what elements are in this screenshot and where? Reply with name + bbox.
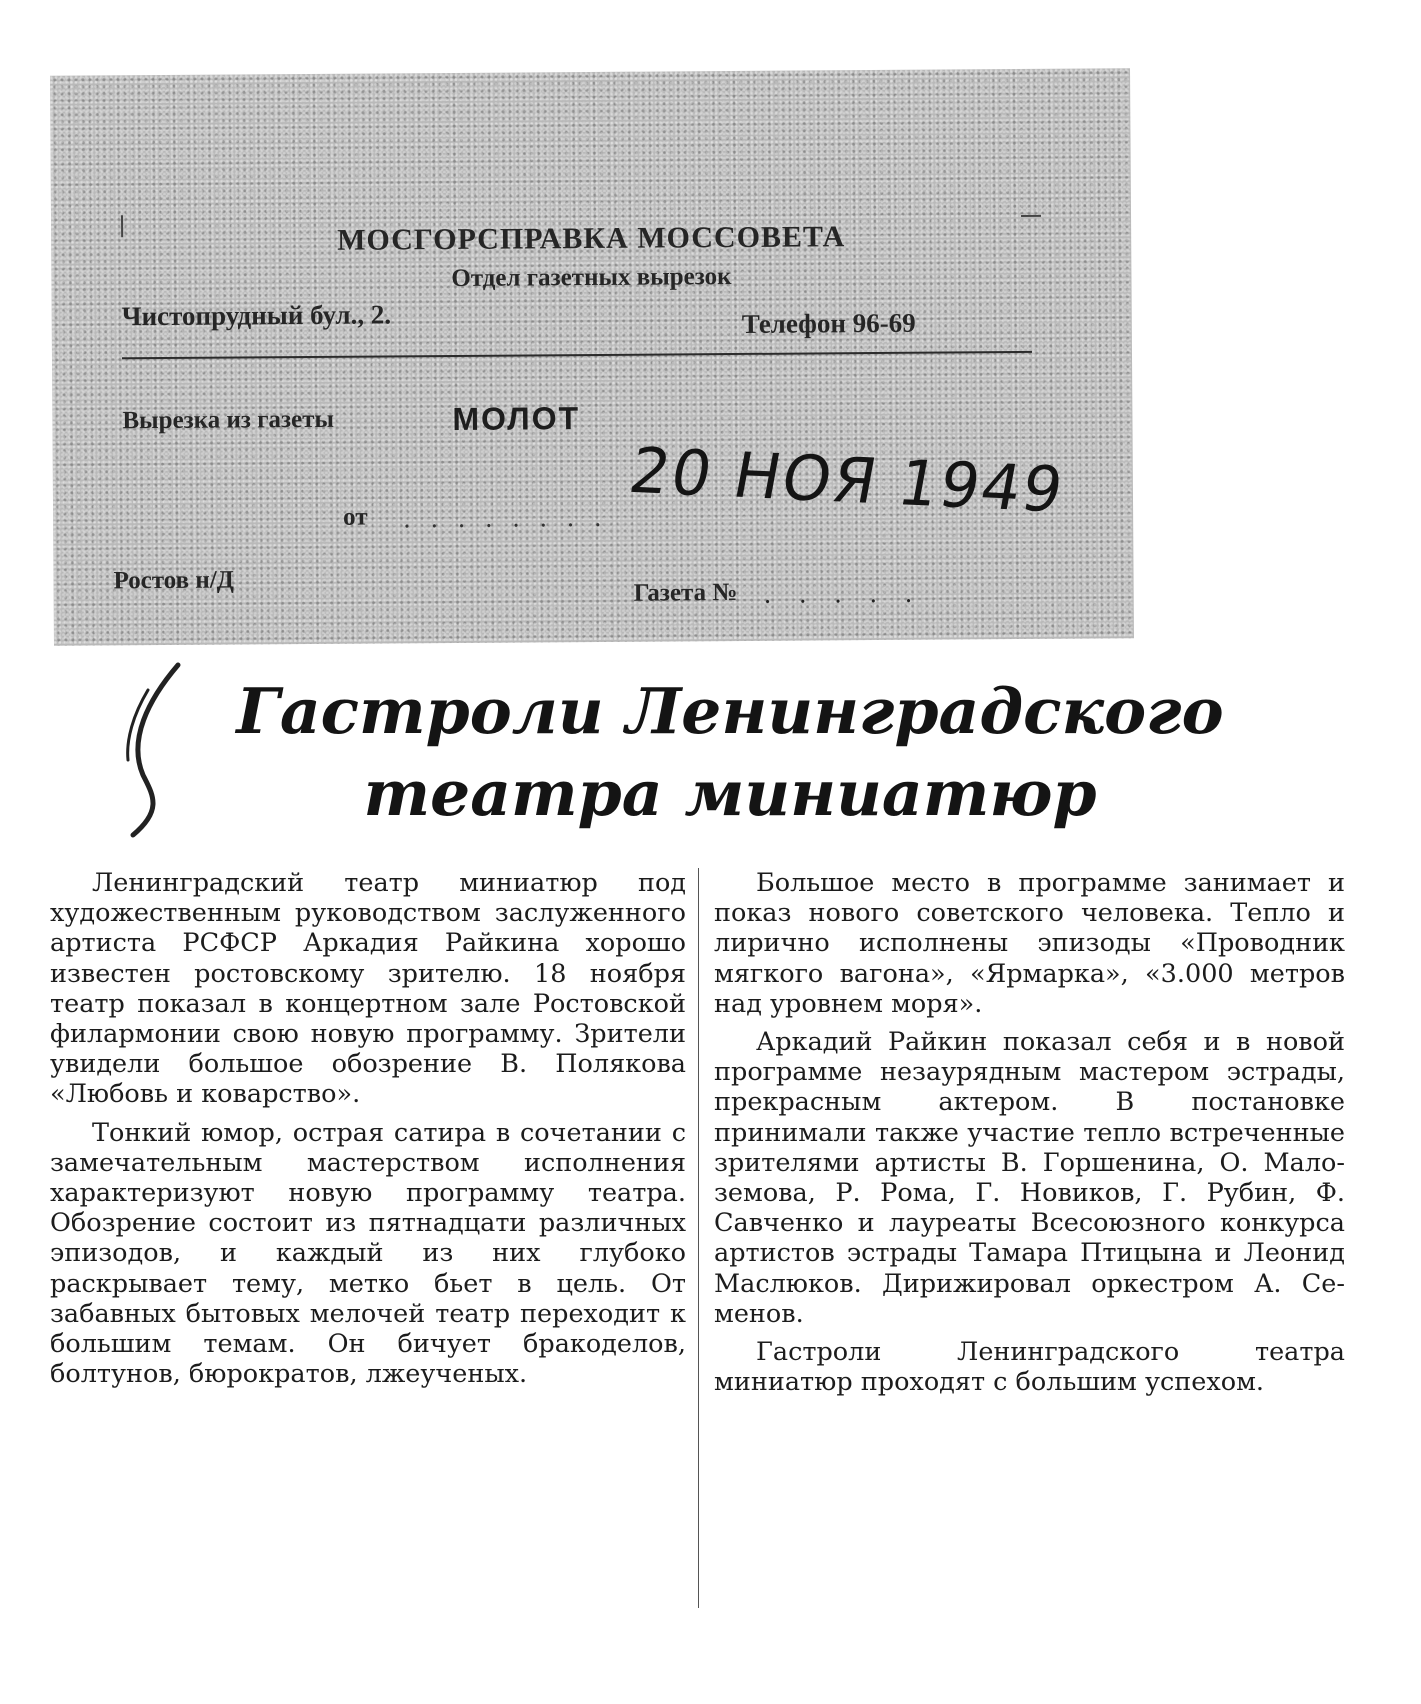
- clip-from-label: Вырезка из газеты: [122, 405, 335, 435]
- paper-number-label: Газета №: [633, 578, 738, 607]
- newspaper-name: МОЛОТ: [452, 400, 581, 437]
- dotted-leader: . . . . . . . .: [403, 503, 608, 534]
- article-paragraph: Тонкий юмор, острая сатира в сочетании с замечательным мастерством исполнения характеризуют новую программу театра. Обозрение состоит из пятнадцати различных эпизодов, и каждый из них глубоко раскрывает тему, метко бьет в цель. От забавных бытовых мелочей театр переходит к большим темам. Он бичует бракоделов, болтунов, бюрократов, лжеученых.: [50, 1117, 686, 1390]
- article-paragraph: Гастроли Ленинградского театра миниатюр проходят с большим успехом.: [714, 1337, 1345, 1398]
- bureau-address: Чистопрудный бул., 2.: [121, 299, 392, 332]
- article-column-right: [714, 868, 1345, 1405]
- city-label: Ростов н/Д: [113, 566, 235, 595]
- article-headline: [170, 670, 1290, 834]
- label-divider: [122, 351, 1032, 359]
- date-stamp: 20 НОЯ 1949: [623, 433, 1071, 527]
- label-mark: [1021, 215, 1041, 217]
- dotted-leader: . . . . .: [763, 579, 923, 609]
- headline-line: театра миниатюр: [363, 756, 1097, 830]
- department-name: Отдел газетных вырезок: [451, 263, 732, 292]
- clipping-label: [50, 68, 1134, 646]
- headline-line: Гастроли Ленинградского: [236, 674, 1224, 748]
- article-paragraph: Аркадий Райкин показал себя и в новой программе незаурядным мастером эстрады, прекрасным актером. В постановке принимали также участие тепло встреченные зрителями артисты В. Горшенина, О. Малоземова, Р. Рома, Г. Новиков, Г. Рубин, Ф. Савченко и лауреаты Всесоюзного конкурса артистов эстрады Тамара Птицына и Леонид Маслюков. Дирижировал оркестром А. Семенов.: [714, 1027, 1345, 1329]
- bureau-phone: Телефон 96-69: [741, 307, 916, 339]
- bureau-name: МОСГОРСПРАВКА МОССОВЕТА: [337, 220, 846, 257]
- article-paragraph: Большое место в программе занимает и показ нового советского человека. Тепло и лирично исполнены эпизоды «Проводник мягкого вагона», «Ярмарка», «3.000 метров над уровнем моря».: [714, 868, 1345, 1019]
- date-from-label: от: [343, 503, 368, 531]
- article-paragraph: Ленинградский театр миниатюр под художественным руководством заслуженного артиста РСФСР Аркадия Райкина хорошо известен ростовскому зрителю. 18 ноября театр показал в концертном зале Ростовской филармонии свою новую программу. Зрители увидели большое обозрение В. Полякова «Любовь и коварство».: [50, 868, 686, 1110]
- article-column-left: [50, 868, 686, 1397]
- column-divider: [698, 868, 699, 1608]
